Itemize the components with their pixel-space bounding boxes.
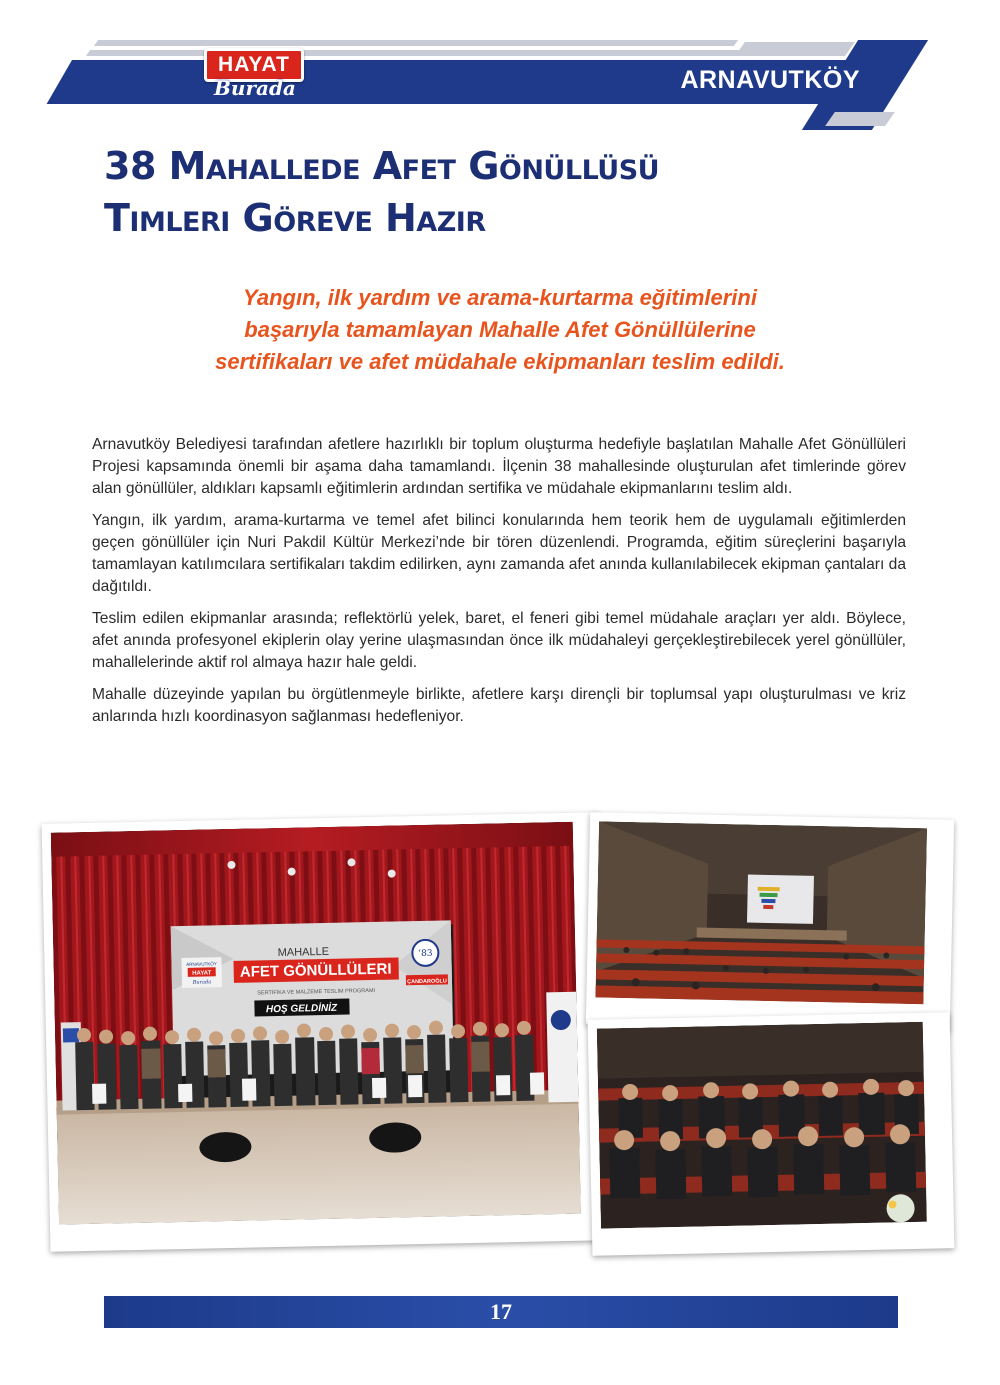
body-paragraph: Teslim edilen ekipmanlar arasında; reflektörlü yelek, baret, el feneri gibi temel müdahale araçları yer aldı. Böylece, afet anında profesyonel ekiplerin olay yerine ulaşmasından önce ilk müdahaleyi gerçekleştirebilecek yerel gönüllüler, mahallelerinde aktif rol almaya hazır hale geldi.	[92, 610, 906, 671]
hayat-burada-logo	[200, 44, 306, 104]
auditorium-image	[595, 821, 927, 1004]
photo-stage-group	[42, 812, 609, 1252]
banner-left-logo-3: Burada	[192, 979, 212, 986]
header-stripe	[86, 50, 750, 56]
stage-group-image	[51, 822, 581, 1225]
header-stripe	[825, 112, 895, 126]
header-stripe	[735, 42, 855, 56]
body-paragraph: Mahalle düzeyinde yapılan bu örgütlenmeyle birlikte, afetlere karşı dirençli bir toplumsal yapı oluşturulması ve kriz anlarında hızlı koordinasyon sağlanması hedefleniyor.	[92, 686, 906, 725]
banner-main: AFET GÖNÜLLÜLERI	[239, 960, 392, 981]
page-header	[0, 0, 1000, 140]
audience-image	[597, 1022, 927, 1229]
logo-main: HAYAT	[204, 48, 304, 82]
title-line-2: Timleri Göreve Hazır	[104, 196, 486, 240]
article-title	[104, 140, 824, 244]
banner-left-logo-1: ARNAVUTKÖY	[186, 961, 217, 967]
lead-line-2: başarıyla tamamlayan Mahalle Afet Gönüllülerine	[244, 317, 756, 342]
banner-sub: SERTİFİKA VE MALZEME TESLİM PROGRAMI	[257, 987, 376, 997]
page-number: 17	[490, 1299, 512, 1324]
article-lead	[120, 282, 880, 378]
banner-left-logo-2: HAYAT	[192, 970, 212, 977]
lead-line-3: sertifikaları ve afet müdahale ekipmanları teslim edildi.	[215, 349, 785, 374]
page-footer	[104, 1296, 898, 1328]
region-label: ARNAVUTKÖY	[680, 66, 860, 94]
body-paragraph: Arnavutköy Belediyesi tarafından afetlere hazırlıklı bir toplum oluşturma hedefiyle başlatılan Mahalle Afet Gönüllüleri Projesi kapsamında önemli bir aşama daha tamamlandı. İlçenin 38 mahallesinde oluşturulan afet timlerinde görev alan gönüllüler, aldıkları kapsamlı eğitimlerin ardından sertifika ve müdahale ekipmanlarını teslim aldı.	[92, 436, 906, 497]
banner-top: MAHALLE	[277, 945, 330, 959]
lead-line-1: Yangın, ilk yardım ve arama-kurtarma eğitimlerini	[243, 285, 757, 310]
header-stripe	[94, 40, 738, 46]
logo-script: Burada	[214, 76, 296, 100]
article-body	[92, 434, 906, 738]
svg-text:ʻ83: ʻ83	[418, 948, 433, 960]
photo-audience	[588, 1012, 955, 1256]
banner-right-logo: ÇANDAROĞLU	[407, 978, 447, 986]
title-line-1: 38 Mahallede Afet Gönüllüsü	[104, 144, 660, 188]
body-paragraph: Yangın, ilk yardım, arama-kurtarma ve temel afet bilinci konularında hem teorik hem de uygulamalı eğitimlerden geçen gönüllüler için Nuri Pakdil Kültür Merkezi’nde bir tören düzenlendi. Programda, eğitim süreçlerini başarıyla tamamlayan katılımcılara sertifikaları takdim edilirken, aynı zamanda afet anında kullanılabilecek ekipman çantaları da dağıtıldı.	[92, 512, 906, 595]
photo-auditorium	[586, 812, 954, 1032]
banner-welcome: HOŞ GELDİNİZ	[265, 1002, 338, 1016]
